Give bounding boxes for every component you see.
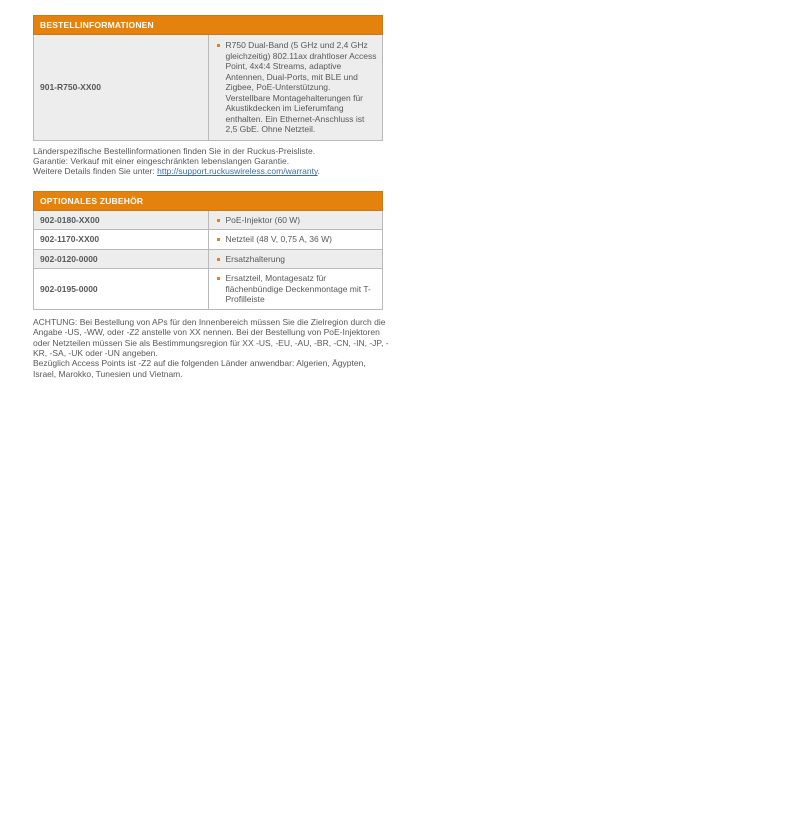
- part-number: 902-0180-XX00: [34, 210, 209, 230]
- part-number: 901-R750-XX00: [34, 35, 209, 141]
- bullet-icon: [217, 258, 220, 261]
- part-description-cell: [208, 249, 383, 269]
- part-description: Ersatzteil, Montagesatz für flächenbündige Deckenmontage mit T-Profilleiste: [225, 273, 371, 305]
- ordering-info-table: [33, 15, 383, 141]
- accessories-table-header-row: [34, 191, 383, 210]
- ordering-notes: [33, 146, 393, 177]
- part-description: R750 Dual-Band (5 GHz und 2,4 GHz gleichzeitig) 802.11ax drahtloser Access Point, 4x4:4 Streams, adaptive Antennen, Dual-Ports, mit BLE und Zigbee, PoE-Unterstützung. Verstellbare Montagehalterungen für Akustikdecken im Lieferumfang enthalten. Ein Ethernet-Anschluss ist 2,5 GbE. Ohne Netzteil.: [225, 40, 377, 134]
- part-description-cell: [208, 210, 383, 230]
- note-details-prefix: Weitere Details finden Sie unter:: [33, 166, 158, 177]
- part-description: PoE-Injektor (60 W): [225, 214, 301, 225]
- note-line-warranty: Garantie: Verkauf mit einer eingeschränkten lebenslangen Garantie.: [33, 155, 290, 166]
- part-description-cell: [208, 230, 383, 250]
- part-description: Netzteil (48 V, 0,75 A, 36 W): [225, 234, 332, 245]
- datasheet-page: [0, 0, 420, 379]
- part-number: 902-0120-0000: [34, 249, 209, 269]
- note-line-details: [33, 166, 393, 176]
- note-details-suffix: .: [317, 166, 320, 177]
- table-row: [34, 230, 383, 250]
- part-description-cell: [208, 269, 383, 310]
- table-row: [34, 249, 383, 269]
- part-number: 902-1170-XX00: [34, 230, 209, 250]
- accessories-table-header: OPTIONALES ZUBEHÖR: [34, 191, 383, 210]
- bullet-icon: [217, 219, 220, 222]
- ordering-table-header-row: [34, 16, 383, 35]
- attention-paragraph-countries: Bezüglich Access Points ist -Z2 auf die folgenden Länder anwendbar: Algerien, Ägypten, Israel, Marokko, Tunesien und Vietnam.: [33, 358, 366, 379]
- accessories-table: [33, 191, 383, 310]
- bullet-icon: [217, 277, 220, 280]
- bullet-icon: [217, 238, 220, 241]
- part-description: Ersatzhalterung: [225, 253, 286, 264]
- attention-paragraph-regions: ACHTUNG: Bei Bestellung von APs für den Innenbereich müssen Sie die Zielregion durch die Angabe -US, -WW, oder -Z2 anstelle von XX nennen. Bei der Bestellung von PoE-Injektoren oder Netzteilen müssen Sie als Bestimmungsregion für XX -US, -EU, -AU, -BR, -CN, -IN, -JP, -KR, -SA, -UK oder -UN angeben.: [33, 316, 389, 358]
- warranty-link[interactable]: http://support.ruckuswireless.com/warranty: [157, 166, 318, 177]
- table-row: [34, 210, 383, 230]
- part-number: 902-0195-0000: [34, 269, 209, 310]
- part-description-cell: [208, 35, 383, 141]
- attention-note: [33, 317, 389, 379]
- table-row: [34, 35, 383, 141]
- table-row: [34, 269, 383, 310]
- note-line-pricelist: Länderspezifische Bestellinformationen finden Sie in der Ruckus-Preisliste.: [33, 145, 316, 156]
- ordering-table-header: BESTELLINFORMATIONEN: [34, 16, 383, 35]
- bullet-icon: [217, 44, 220, 47]
